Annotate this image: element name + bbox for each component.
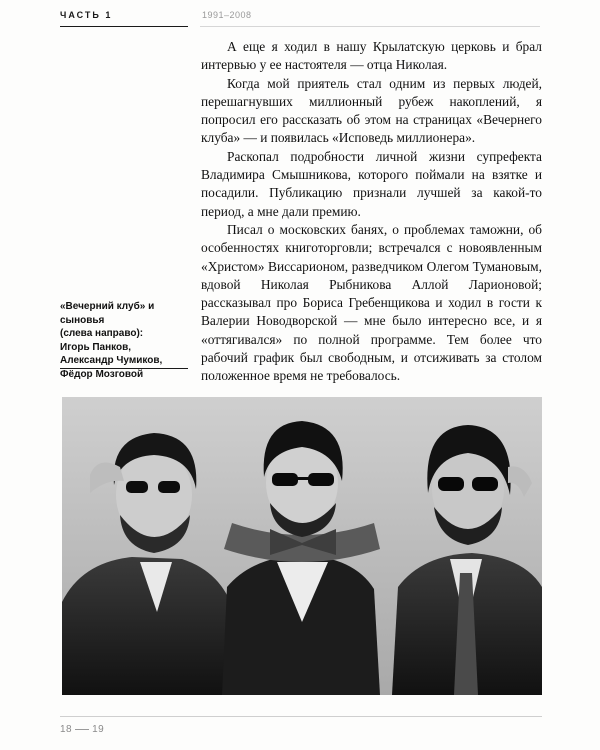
page-number-right: 19 bbox=[92, 724, 105, 735]
header-rule bbox=[60, 26, 188, 27]
caption-line-1: «Вечерний клуб» и сыновья bbox=[60, 301, 155, 326]
header-rule-thin bbox=[200, 26, 540, 27]
page-number-left: 18 bbox=[60, 724, 73, 735]
running-header-section: ЧАСТЬ 1 bbox=[60, 10, 113, 20]
page-numbers bbox=[60, 724, 104, 735]
caption-line-4: Александр Чумиков, bbox=[60, 355, 163, 366]
paragraph-2: Когда мой приятель стал одним из первых людей, перешагнувших миллионный рубеж накоплений, я попросил его рассказать об этом на страницах «Вечернего клуба» — и появилась «Исповедь миллионера». bbox=[201, 75, 542, 146]
caption-line-2: (слева направо): bbox=[60, 328, 144, 339]
caption-rule bbox=[60, 368, 188, 369]
paragraph-4: Писал о московских банях, о проблемах таможни, об особенностях книготорговли; встречался с новоявленным «Христом» Виссарионом, разведчиком Олегом Тумановым, вдовой Николая Рыбникова Аллой Ларионовой; рассказывал про Бориса Гребенщикова и ходил в гости к Валерии Новодворской — мне было интересно все, и я «оттягивался» по полной программе. Тем более что рабочий график был свободным, и отсиживать за столом положенное время не требовалось. bbox=[201, 221, 542, 384]
group-photo bbox=[62, 397, 542, 695]
caption-line-3: Игорь Панков, bbox=[60, 341, 132, 353]
page-number-separator bbox=[75, 729, 89, 730]
group-photo-illustration bbox=[62, 397, 542, 695]
body-text bbox=[201, 38, 542, 386]
paragraph-1: А еще я ходил в нашу Крылатскую церковь и брал интервью у ее настоятеля — отца Николая. bbox=[201, 39, 542, 73]
caption-line-5: Фёдор Мозговой bbox=[60, 368, 144, 380]
running-header-years: 1991–2008 bbox=[202, 10, 252, 20]
footer-rule bbox=[60, 716, 542, 717]
paragraph-3: Раскопал подробности личной жизни супрефекта Владимира Смышникова, которого поймали на взятке и посадили. Публикацию признали лучшей за какой-то период, а мне дали премию. bbox=[201, 148, 542, 219]
